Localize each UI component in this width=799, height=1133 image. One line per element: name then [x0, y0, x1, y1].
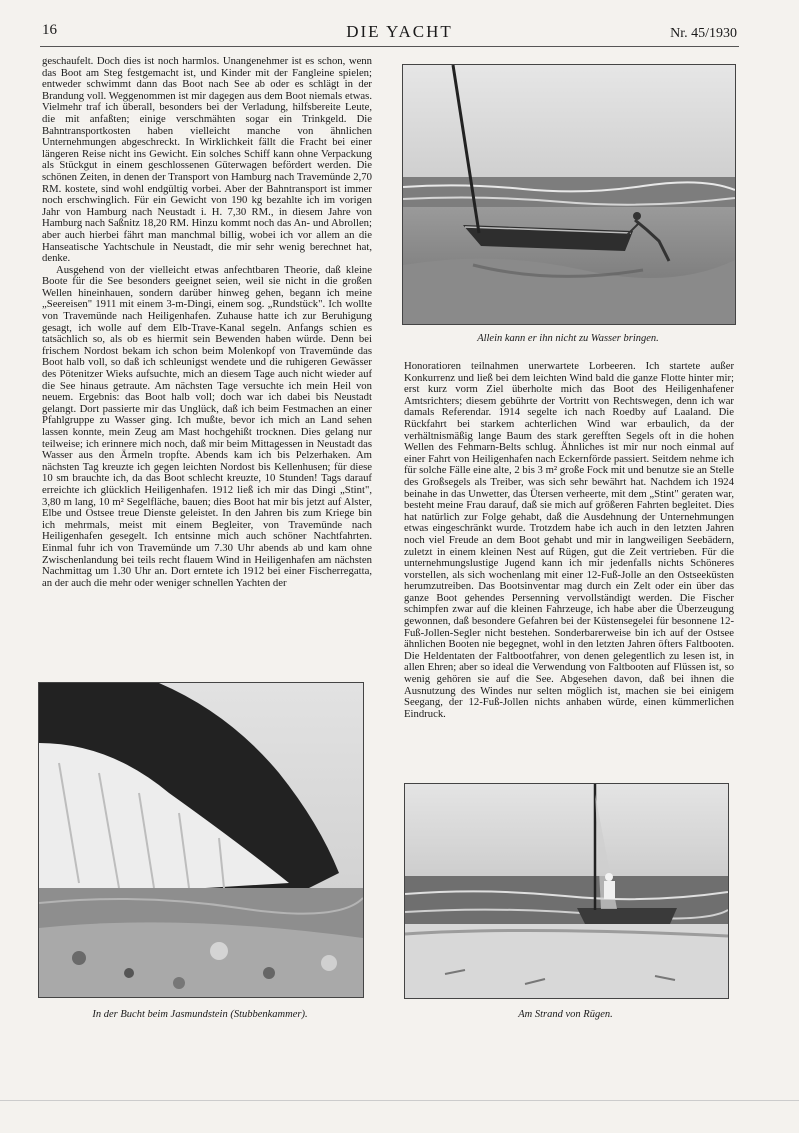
photo-caption: Allein kann er ihn nicht zu Wasser bringen. — [477, 333, 659, 344]
page-bottom-edge — [0, 1100, 799, 1101]
paragraph: Honoratioren teilnahmen unerwartete Lorbeeren. Ich startete außer Konkurrenz und ließ bei dem leichten Wind bald die ganze Flotte hinter mir; erst kurz vorm Ziel überholte mich das Boot des Heiligenhafener Amtsrichters; diesem gebührte der Vortritt von Rechtswegen, denn ich war damals Referendar. 1914 segelte ich nach Roedby auf Laaland. Die Rückfahrt bei starkem achterlichen Wind war erbaulich, da der verhältnismäßig lange Baum des stark gerefften Segels oft in die hohen Wellen des Fehmarn-Belts schlug. Ähnliches ist mir nur noch einmal auf einer Fahrt von Heiligenhafen nach Eckernförde passiert. Seitdem nehme ich für solche Fälle eine alte, 2 bis 3 m² große Fock mit und benutze sie an Stelle des Großsegels als Treiber, was sich sehr bewährt hat. Nachdem ich 1924 beinahe in das Unwetter, das Ütersen verheerte, mit dem „Stint" geraten war, besteht meine Frau darauf, daß sie mich auf größeren Fahrten begleitet. Dies hat natürlich zur Folge gehabt, daß die Ausdehnung der Unternehmungen etwas eingeschränkt wurde. Trotzdem habe ich auch in den letzten Jahren noch viel Freude an dem Boot gehabt und mir in langweiligen Seebädern, zuletzt in einem kleinen Nest auf Rügen, gut die Zeit vertrieben. Für die unternehmungslustige Jugend kann ich mir jedenfalls nichts Schöneres vorstellen, als sich wochenlang mit einer 12-Fuß-Jolle an den Ostseeküsten herumzutreiben. Das Bootsinventar mag durch ein Zelt oder ein über das ganze Boot gehendes Persenning vervollständigt werden. Die Fischer schimpfen zwar auf die kleinen Fahrzeuge, ich habe aber die Überzeugung gewonnen, daß besondere Gefahren bei der Küstensegelei für besonnene 12-Fuß-Jollen-Segler nicht bestehen. Sonderbarerweise bin ich auf der Ostsee ähnlichen Booten nie begegnet, wohl in den letzten Jahren öfters Faltbooten. Die Heldentaten der Faltbootfahrer, von denen gelegentlich zu lesen ist, in allen Ehren; aber so ideal die Verwendung von Faltbooten auf Flüssen ist, so wenig gehören sie auf die See. Abgesehen davon, daß bei ihnen die Ausnutzung des Windes nur selten möglich ist, machen sie bei einigem Seegang, der 12-Fuß-Jollen nichts anhaben würde, einen kümmerlichen Eindruck. — [404, 361, 734, 720]
page-number: 16 — [42, 22, 57, 38]
issue-number: Nr. 45/1930 — [670, 26, 737, 41]
photo-caption: In der Bucht beim Jasmundstein (Stubbenkammer). — [92, 1009, 308, 1020]
paragraph: geschaufelt. Doch dies ist noch harmlos. Unangenehmer ist es schon, wenn das Boot am Steg festgemacht ist, und Kinder mit der Fangleine spielen; entweder schwimmt dann das Boot nach See ab oder es schlägt in der Brandung voll. Weggenommen ist mir dagegen aus dem Boot niemals etwas. Vielmehr traf ich überall, besonders bei der Verladung, hilfsbereite Leute, die mit anfaßten; einige verschmähten sogar ein Trinkgeld. Die Bahntransportkosten haben vielleicht manche von ähnlichen Unternehmungen abgeschreckt. In Wirklichkeit fällt die Fracht bei einer längeren Reise nicht ins Gewicht. Ein solches Schiff kann ohne Verpackung als Stückgut in einem geschlossenen Güterwagen befördert werden. Die schönen Zeiten, in denen der Transport von Hamburg nach Travemünde 2,70 RM. kostete, sind wohl endgültig vorbei. Aber der Bahntransport ist immer noch erschwinglich. Für ein Gewicht von 190 kg bezahlte ich im vorigen Jahr von Hamburg nach Neustadt i. H. 7,30 RM., in diesem Jahre von Hamburg nach Saßnitz 18,20 RM. Hinzu kommt noch das An- und Abrollen; aber auch hierbei fährt man manchmal billig, wobei ich vor allem an die Hanseatische Yachtschule in Neustadt, die mir sehr wenig berechnet hat, denke. — [42, 56, 372, 265]
article-column-right — [404, 361, 734, 779]
header-rule — [40, 46, 739, 47]
photo-dinghy-on-strand — [404, 783, 729, 999]
photo-caption: Am Strand von Rügen. — [518, 1009, 613, 1020]
article-column-left — [42, 56, 372, 674]
photo-chalk-cliffs — [38, 682, 364, 998]
magazine-title: DIE YACHT — [346, 22, 453, 41]
paragraph: Ausgehend von der vielleicht etwas anfechtbaren Theorie, daß kleine Boote für die See besonders geeignet seien, weil sie nicht in die großen Wellen hineinhauen, sondern darüber hinweg gehen, begann ich meine „Seereisen" 1911 mit einem 3-m-Dingi, einem sog. „Rundstück". Ich wollte von Travemünde nach Heiligenhafen. Zuhause hatte ich zur Beruhigung gesagt, ich wolle auf dem Elb-Trave-Kanal segeln. Anfangs schien es tatsächlich so, als ob es hiermit sein Bewenden haben würde. Denn bei frischem Nordost bekam ich schon beim Molenkopf von Travemünde das Boot halb voll, so daß ich schleunigst wendete und die ruhigeren Gewässer des Pötenitzer Wieks aufsuchte, mich an diesem Tage auch nicht wieder auf die See hinaus getraute. Am nächsten Tage versuchte ich mein Heil von neuem. Ergebnis: das Boot halb voll; doch war ich dabei bis Neustadt gelangt. Dort passierte mir das Unglück, daß ich beim Festmachen an einer Pfahlgruppe zu Wasser ging. Ich mußte, bevor ich mich an Land sehen lassen konnte, mein Zeug am Mast hochgehißt trocknen. Dies gelang nur teilweise; ich erinnere mich noch, daß mir beim Mittagessen in Neustadt das Wasser aus den Ärmeln tropfte. Abends kam ich bis Pelzerhaken. Am nächsten Tag kreuzte ich gegen leichten Nordost bis Kellenhusen; für diese 10 sm brauchte ich, da das Boot schlecht kreuzte, 10 Stunden! Tags darauf erreichte ich glücklich Heiligenhafen. 1912 ließ ich mir das Dingi „Stint", 3,80 m lang, 10 m² Segelfläche, bauen; dies Boot hat mir bis jetzt auf Alster, Elbe und Ostsee treue Dienste geleistet. In den Jahren bis zum Kriege bin ich mehrmals, meist mit einem Begleiter, von Travemünde nach Heiligenhafen gesegelt. Ich entsinne mich auch schöner Nachtfahrten. Einmal fuhr ich von Travemünde um 7.30 Uhr abends ab und kam ohne Zwischenlandung bei teils recht flauem Wind in Heiligenhafen am nächsten Nachmittag um 1.30 Uhr an. Dort erntete ich 1912 bei einer Fischerregatta, an der auch die mehr oder weniger schnellen Yachten der — [42, 263, 372, 589]
photo-boat-on-beach — [402, 64, 736, 325]
